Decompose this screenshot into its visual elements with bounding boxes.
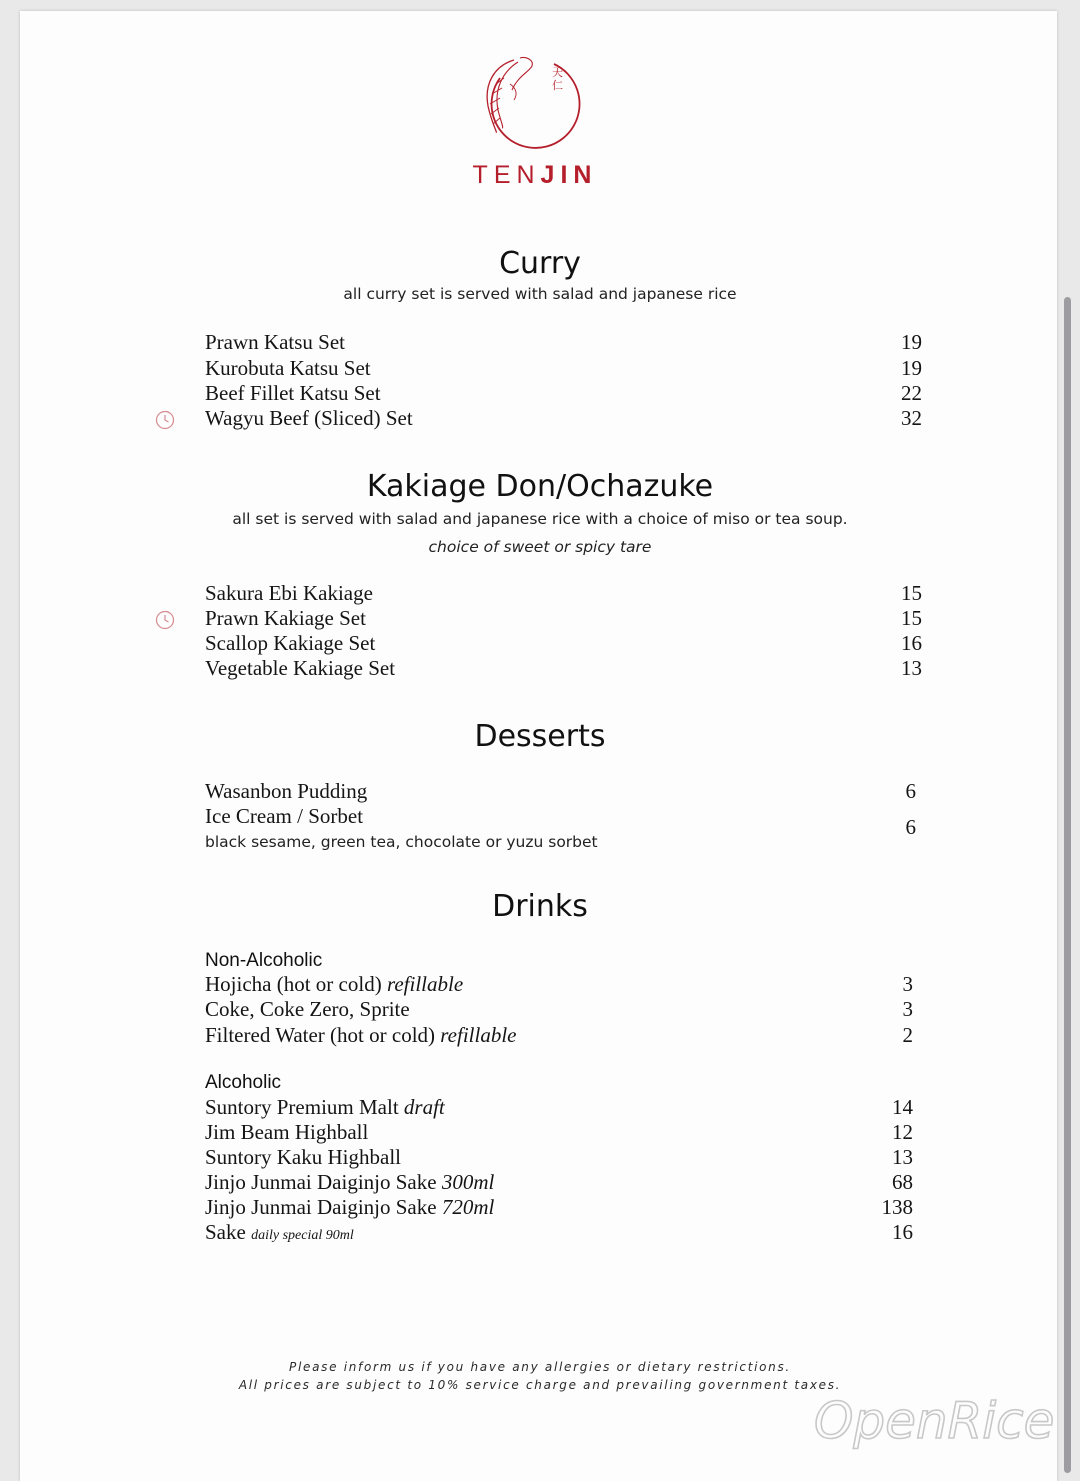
item-price: 16 xyxy=(892,1220,913,1244)
item-price: 6 xyxy=(905,779,916,803)
section-title-desserts: Desserts xyxy=(474,719,606,754)
item-note: 300ml xyxy=(441,1170,495,1194)
menu-item xyxy=(205,972,922,997)
item-price: 19 xyxy=(901,356,922,380)
menu-item xyxy=(205,406,922,431)
item-name: Sake xyxy=(205,1220,246,1244)
item-name-wrap xyxy=(205,1023,516,1048)
item-name: Scallop Kakiage Set xyxy=(205,631,376,655)
item-price: 15 xyxy=(901,581,922,605)
section-title-drinks: Drinks xyxy=(492,889,588,924)
menu-item xyxy=(205,581,922,606)
item-name: Hojicha (hot or cold) xyxy=(205,972,382,996)
item-price: 22 xyxy=(901,381,922,405)
item-note: refillable xyxy=(386,972,464,996)
item-name: Filtered Water (hot or cold) xyxy=(205,1023,436,1047)
menu-item xyxy=(205,1095,922,1120)
logo-glyph-1: 天 xyxy=(552,66,563,79)
item-price: 138 xyxy=(881,1195,913,1219)
item-name: Jinjo Junmai Daiginjo Sake xyxy=(205,1195,437,1219)
footer-tax-note: All prices are subject to 10% service charge and prevailing government taxes. xyxy=(238,1378,842,1392)
curry-subtitle: all curry set is served with salad and japanese rice xyxy=(343,285,737,303)
item-name: Jinjo Junmai Daiginjo Sake xyxy=(205,1170,437,1194)
item-price: 19 xyxy=(901,330,922,354)
item-price: 6 xyxy=(905,815,916,839)
menu-item xyxy=(205,381,922,406)
item-price: 13 xyxy=(892,1145,913,1169)
clock-icon xyxy=(154,409,176,431)
item-price: 15 xyxy=(901,606,922,630)
menu-item xyxy=(205,1023,922,1048)
item-name: Jim Beam Highball xyxy=(205,1120,369,1144)
brand-name-bold: JIN xyxy=(540,161,598,189)
footer-allergy-note: Please inform us if you have any allergies or dietary restrictions. xyxy=(289,1360,791,1374)
item-note: 720ml xyxy=(441,1195,495,1219)
menu-item xyxy=(205,997,922,1022)
menu-item xyxy=(205,779,922,804)
item-name: Wagyu Beef (Sliced) Set xyxy=(205,406,413,430)
item-name: Suntory Kaku Highball xyxy=(205,1145,401,1169)
item-name: Sakura Ebi Kakiage xyxy=(205,581,373,605)
item-price: 12 xyxy=(892,1120,913,1144)
item-price: 32 xyxy=(901,406,922,430)
item-note: refillable xyxy=(440,1023,517,1047)
item-name: Wasanbon Pudding xyxy=(205,779,368,803)
menu-item xyxy=(205,1195,922,1220)
item-name: Prawn Katsu Set xyxy=(205,330,345,354)
section-title-kakiage: Kakiage Don/Ochazuke xyxy=(366,469,714,504)
item-name: Beef Fillet Katsu Set xyxy=(205,381,381,405)
menu-item xyxy=(205,631,922,656)
item-description: black sesame, green tea, chocolate or yuzu sorbet xyxy=(205,833,598,851)
item-price: 68 xyxy=(892,1170,913,1194)
item-name: Coke, Coke Zero, Sprite xyxy=(205,997,410,1021)
item-name: Ice Cream / Sorbet xyxy=(205,804,364,828)
menu-item xyxy=(205,656,922,681)
item-name-wrap xyxy=(205,1195,494,1220)
tenjin-logo xyxy=(474,54,594,164)
item-note: draft xyxy=(403,1095,445,1119)
item-name: Prawn Kakiage Set xyxy=(205,606,366,630)
section-title-curry: Curry xyxy=(499,246,581,281)
item-price: 14 xyxy=(892,1095,913,1119)
menu-item xyxy=(205,330,922,355)
clock-icon xyxy=(154,609,176,631)
item-note: daily special 90ml xyxy=(251,1228,354,1243)
item-price: 16 xyxy=(901,631,922,655)
item-name-wrap xyxy=(205,1170,494,1195)
item-price: 3 xyxy=(902,997,913,1021)
group-label-alcoholic: Alcoholic xyxy=(205,1072,282,1093)
openrice-watermark: OpenRice xyxy=(814,1392,1055,1450)
menu-item xyxy=(205,1220,922,1245)
item-name: Vegetable Kakiage Set xyxy=(205,656,396,680)
item-price: 2 xyxy=(902,1023,913,1047)
brand-name xyxy=(430,161,640,190)
menu-item xyxy=(205,356,922,381)
group-label-non-alcoholic: Non-Alcoholic xyxy=(205,950,323,971)
kakiage-subtitle: all set is served with salad and japanese rice with a choice of miso or tea soup. xyxy=(232,510,848,528)
menu-item xyxy=(205,1145,922,1170)
item-name: Kurobuta Katsu Set xyxy=(205,356,371,380)
item-name-wrap xyxy=(205,1220,354,1248)
item-name: Suntory Premium Malt xyxy=(205,1095,399,1119)
menu-item xyxy=(205,606,922,631)
menu-item xyxy=(205,1120,922,1145)
brand-name-light: TEN xyxy=(472,161,541,189)
item-price: 13 xyxy=(901,656,922,680)
item-name-wrap xyxy=(205,1095,445,1120)
menu-item xyxy=(205,1170,922,1195)
logo-glyph-2: 仁 xyxy=(552,79,563,92)
item-price: 3 xyxy=(902,972,913,996)
item-name-wrap xyxy=(205,972,463,997)
kakiage-note: choice of sweet or spicy tare xyxy=(428,538,652,556)
